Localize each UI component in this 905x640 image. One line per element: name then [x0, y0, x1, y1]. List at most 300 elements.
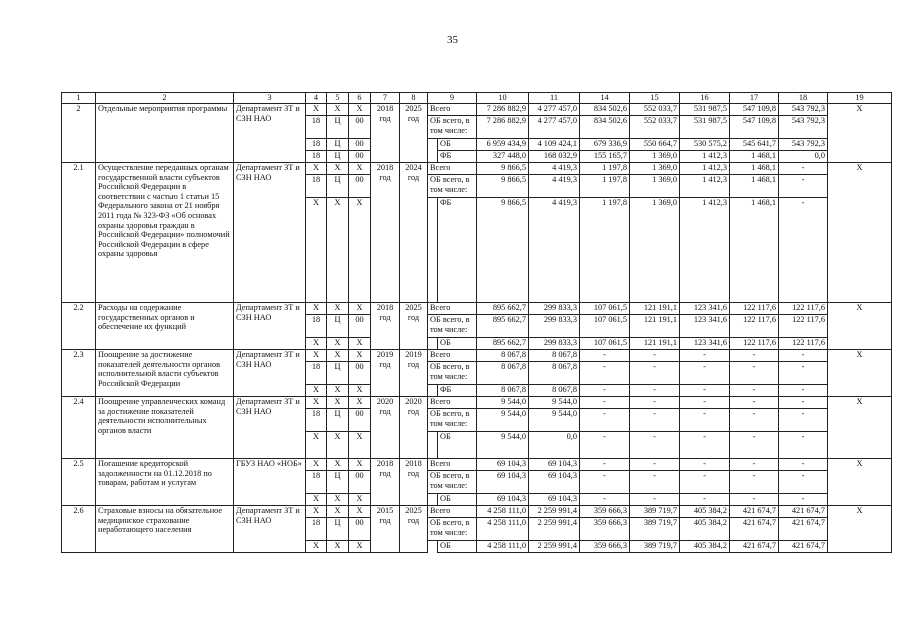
amount-cell: -	[779, 432, 828, 459]
code-main-event: X	[349, 350, 371, 362]
amount-cell: 122 117,6	[730, 338, 779, 350]
end-year-unit: год	[407, 406, 420, 416]
amount-cell: -	[730, 432, 779, 459]
column-header: 9	[428, 93, 477, 104]
amount-cell: -	[580, 397, 630, 409]
funding-source: ОБ всего, в том числе:	[428, 116, 477, 139]
amount-cell: 1 369,0	[630, 198, 680, 303]
amount-cell: 1 412,3	[680, 175, 730, 198]
end-year-value: 2024	[405, 163, 422, 172]
amount-cell: -	[630, 362, 680, 385]
amount-cell: 895 662,7	[477, 303, 529, 315]
funding-source: ОБ всего, в том числе:	[428, 362, 477, 385]
amount-cell: 405 384,2	[680, 541, 730, 553]
end-year-value: 2025	[405, 104, 422, 113]
table-row	[62, 397, 892, 409]
amount-cell: 9 544,0	[529, 409, 580, 432]
amount-cell: 895 662,7	[477, 315, 529, 338]
funding-source: ОБ всего, в том числе:	[428, 409, 477, 432]
column-header: 14	[580, 93, 630, 104]
start-year	[371, 163, 400, 303]
executor: Департамент ЗТ и СЗН НАО	[234, 350, 306, 397]
code-main-event: 00	[349, 315, 371, 338]
amount-cell: 359 666,3	[580, 506, 630, 518]
code-program: 18	[306, 151, 327, 163]
code-program: 18	[306, 409, 327, 432]
column-header: 18	[779, 93, 828, 104]
amount-cell: 107 061,5	[580, 315, 630, 338]
item-number: 2.3	[62, 350, 96, 397]
amount-cell: 123 341,6	[680, 315, 730, 338]
table-row	[62, 459, 892, 471]
amount-cell: -	[730, 362, 779, 385]
amount-cell: -	[580, 385, 630, 397]
amount-cell: 107 061,5	[580, 338, 630, 350]
end-year	[400, 506, 428, 553]
code-subprogram: Ц	[327, 139, 349, 151]
column-header: 11	[529, 93, 580, 104]
amount-cell: 8 067,8	[477, 362, 529, 385]
code-program: X	[306, 397, 327, 409]
code-subprogram: X	[327, 541, 349, 553]
code-main-event: 00	[349, 409, 371, 432]
amount-cell: 1 369,0	[630, 151, 680, 163]
code-subprogram: X	[327, 506, 349, 518]
amount-cell: 8 067,8	[529, 350, 580, 362]
start-year	[371, 459, 400, 506]
code-program: 18	[306, 116, 327, 139]
amount-cell: -	[779, 494, 828, 506]
end-year-unit: год	[407, 113, 420, 123]
start-year-value: 2018	[376, 163, 394, 172]
code-program: 18	[306, 315, 327, 338]
amount-cell: 9 866,5	[477, 198, 529, 303]
end-year-unit: год	[407, 468, 420, 478]
amount-cell: 69 104,3	[477, 459, 529, 471]
code-program: X	[306, 104, 327, 116]
amount-cell: -	[779, 397, 828, 409]
amount-cell: 421 674,7	[779, 518, 828, 541]
amount-cell: -	[779, 409, 828, 432]
code-subprogram: X	[327, 350, 349, 362]
amount-cell: -	[730, 397, 779, 409]
end-year-unit: год	[407, 172, 420, 182]
amount-cell: 9 866,5	[477, 175, 529, 198]
executor: Департамент ЗТ и СЗН НАО	[234, 397, 306, 459]
amount-cell: 421 674,7	[730, 518, 779, 541]
start-year-value: 2020	[376, 397, 394, 406]
column-19: X	[828, 397, 892, 459]
code-subprogram: X	[327, 459, 349, 471]
start-year-value: 2019	[376, 350, 394, 359]
amount-cell: 389 719,7	[630, 541, 680, 553]
code-subprogram: Ц	[327, 315, 349, 338]
column-header: 5	[327, 93, 349, 104]
item-name: Поощрение за достижение показателей деятельности органов исполнительной власти субъектов Российской Федерации	[96, 350, 234, 397]
column-header: 10	[477, 93, 529, 104]
funding-source: ФБ	[438, 151, 477, 163]
amount-cell: 0,0	[779, 151, 828, 163]
column-19: X	[828, 303, 892, 350]
column-header: 2	[96, 93, 234, 104]
funding-source: ОБ	[438, 541, 477, 553]
table-body	[62, 104, 892, 553]
amount-cell: 69 104,3	[529, 494, 580, 506]
amount-cell: 4 258 111,0	[477, 541, 529, 553]
column-header: 7	[371, 93, 400, 104]
funding-source: ОБ всего, в том числе:	[428, 518, 477, 541]
amount-cell: 299 833,3	[529, 338, 580, 350]
item-name: Погашение кредиторской задолженности на 01.12.2018 по товарам, работам и услугам	[96, 459, 234, 506]
code-program: X	[306, 338, 327, 350]
amount-cell: -	[630, 471, 680, 494]
amount-cell: -	[680, 385, 730, 397]
amount-cell: -	[680, 350, 730, 362]
amount-cell: 123 341,6	[680, 303, 730, 315]
funding-source: ФБ	[438, 198, 477, 303]
amount-cell: 4 277 457,0	[529, 104, 580, 116]
amount-cell: 1 197,8	[580, 175, 630, 198]
amount-cell: 107 061,5	[580, 303, 630, 315]
item-number: 2	[62, 104, 96, 163]
executor: ГБУЗ НАО «НОБ»	[234, 459, 306, 506]
amount-cell: 1 369,0	[630, 175, 680, 198]
column-header: 4	[306, 93, 327, 104]
amount-cell: 1 468,1	[730, 151, 779, 163]
column-19: X	[828, 104, 892, 163]
amount-cell: 4 109 424,1	[529, 139, 580, 151]
code-main-event: 00	[349, 471, 371, 494]
amount-cell: 359 666,3	[580, 518, 630, 541]
amount-cell: -	[580, 459, 630, 471]
amount-cell: -	[580, 471, 630, 494]
amount-cell: 543 792,3	[779, 116, 828, 139]
amount-cell: 421 674,7	[730, 541, 779, 553]
amount-cell: 121 191,1	[630, 303, 680, 315]
funding-source: Всего	[428, 303, 477, 315]
start-year-unit: год	[379, 468, 391, 478]
table-row	[62, 506, 892, 518]
amount-cell: -	[730, 494, 779, 506]
code-program: X	[306, 350, 327, 362]
table-header	[62, 93, 892, 104]
code-program: X	[306, 163, 327, 175]
amount-cell: 299 833,3	[529, 315, 580, 338]
amount-cell: -	[630, 432, 680, 459]
start-year-unit: год	[379, 515, 391, 525]
amount-cell: 550 664,7	[630, 139, 680, 151]
amount-cell: 421 674,7	[779, 541, 828, 553]
amount-cell: 327 448,0	[477, 151, 529, 163]
funding-source: Всего	[428, 397, 477, 409]
code-main-event: 00	[349, 151, 371, 163]
indent-spacer	[428, 385, 438, 397]
amount-cell: -	[580, 409, 630, 432]
code-main-event: 00	[349, 116, 371, 139]
amount-cell: 679 336,9	[580, 139, 630, 151]
executor: Департамент ЗТ и СЗН НАО	[234, 163, 306, 303]
amount-cell: -	[680, 471, 730, 494]
end-year-unit: год	[407, 312, 420, 322]
amount-cell: -	[630, 409, 680, 432]
amount-cell: -	[730, 459, 779, 471]
end-year	[400, 163, 428, 303]
amount-cell: -	[730, 350, 779, 362]
amount-cell: 4 419,3	[529, 163, 580, 175]
amount-cell: 4 277 457,0	[529, 116, 580, 139]
indent-spacer	[428, 432, 438, 459]
amount-cell: 155 165,7	[580, 151, 630, 163]
amount-cell: -	[779, 198, 828, 303]
amount-cell: 545 641,7	[730, 139, 779, 151]
end-year-value: 2020	[405, 397, 422, 406]
page-number: 35	[447, 34, 458, 46]
indent-spacer	[428, 338, 438, 350]
amount-cell: 547 109,8	[730, 116, 779, 139]
code-subprogram: X	[327, 385, 349, 397]
code-subprogram: X	[327, 163, 349, 175]
code-program: X	[306, 494, 327, 506]
code-subprogram: Ц	[327, 175, 349, 198]
code-subprogram: X	[327, 432, 349, 459]
amount-cell: 122 117,6	[779, 338, 828, 350]
funding-source: ОБ всего, в том числе:	[428, 471, 477, 494]
amount-cell: 69 104,3	[529, 459, 580, 471]
amount-cell: -	[630, 350, 680, 362]
start-year-value: 2015	[376, 506, 394, 515]
amount-cell: -	[680, 409, 730, 432]
amount-cell: -	[779, 385, 828, 397]
column-header: 3	[234, 93, 306, 104]
start-year-value: 2018	[376, 104, 394, 113]
code-main-event: 00	[349, 175, 371, 198]
amount-cell: 122 117,6	[730, 303, 779, 315]
amount-cell: 1 412,3	[680, 163, 730, 175]
table-row	[62, 303, 892, 315]
amount-cell: 4 258 111,0	[477, 506, 529, 518]
item-name: Поощрение управленческих команд за достижение показателей деятельности исполнительных органов власти	[96, 397, 234, 459]
column-header: 1	[62, 93, 96, 104]
column-19: X	[828, 506, 892, 553]
column-header: 15	[630, 93, 680, 104]
code-program: X	[306, 506, 327, 518]
code-subprogram: Ц	[327, 518, 349, 541]
amount-cell: 9 544,0	[477, 397, 529, 409]
amount-cell: 1 197,8	[580, 198, 630, 303]
code-program: 18	[306, 175, 327, 198]
code-main-event: X	[349, 432, 371, 459]
end-year	[400, 303, 428, 350]
code-main-event: X	[349, 104, 371, 116]
amount-cell: -	[680, 432, 730, 459]
start-year-unit: год	[379, 359, 391, 369]
end-year	[400, 397, 428, 459]
code-subprogram: Ц	[327, 471, 349, 494]
amount-cell: -	[779, 459, 828, 471]
code-program: X	[306, 541, 327, 553]
code-program: X	[306, 385, 327, 397]
amount-cell: 405 384,2	[680, 518, 730, 541]
amount-cell: 1 412,3	[680, 151, 730, 163]
start-year-unit: год	[379, 172, 391, 182]
amount-cell: 168 032,9	[529, 151, 580, 163]
code-subprogram: X	[327, 303, 349, 315]
code-subprogram: Ц	[327, 151, 349, 163]
item-number: 2.1	[62, 163, 96, 303]
end-year	[400, 350, 428, 397]
amount-cell: 8 067,8	[529, 362, 580, 385]
code-subprogram: Ц	[327, 116, 349, 139]
amount-cell: -	[779, 175, 828, 198]
indent-spacer	[428, 198, 438, 303]
start-year	[371, 506, 400, 553]
column-19: X	[828, 163, 892, 303]
code-subprogram: X	[327, 198, 349, 303]
amount-cell: 0,0	[529, 432, 580, 459]
column-header: 17	[730, 93, 779, 104]
amount-cell: 2 259 991,4	[529, 541, 580, 553]
amount-cell: -	[730, 409, 779, 432]
funding-source: Всего	[428, 104, 477, 116]
funding-source: ОБ	[438, 432, 477, 459]
executor: Департамент ЗТ и СЗН НАО	[234, 104, 306, 163]
amount-cell: 531 987,5	[680, 104, 730, 116]
code-main-event: X	[349, 385, 371, 397]
item-number: 2.4	[62, 397, 96, 459]
amount-cell: 121 191,1	[630, 315, 680, 338]
end-year-unit: год	[407, 359, 420, 369]
amount-cell: 543 792,3	[779, 104, 828, 116]
code-main-event: X	[349, 494, 371, 506]
amount-cell: -	[779, 163, 828, 175]
amount-cell: 1 468,1	[730, 175, 779, 198]
amount-cell: 1 412,3	[680, 198, 730, 303]
amount-cell: 547 109,8	[730, 104, 779, 116]
code-main-event: X	[349, 459, 371, 471]
amount-cell: 1 369,0	[630, 163, 680, 175]
item-number: 2.5	[62, 459, 96, 506]
column-19: X	[828, 459, 892, 506]
indent-spacer	[428, 151, 438, 163]
amount-cell: 122 117,6	[779, 315, 828, 338]
table-row	[62, 104, 892, 116]
amount-cell: 389 719,7	[630, 506, 680, 518]
item-name: Осуществление переданных органам государственной власти субъектов Российской Федерации в соответствии с частью 1 статьи 15 Федерального закона от 21 ноября 2011 года № 323-ФЗ «Об основах охраны здоровья граждан в Российской Федерации» полномочий Российской Федерации в сфере охраны здоровья	[96, 163, 234, 303]
amount-cell: 9 544,0	[477, 409, 529, 432]
funding-source: ОБ	[438, 139, 477, 151]
amount-cell: -	[580, 494, 630, 506]
code-program: 18	[306, 518, 327, 541]
code-subprogram: X	[327, 338, 349, 350]
amount-cell: 9 544,0	[477, 432, 529, 459]
end-year-unit: год	[407, 515, 420, 525]
start-year-value: 2018	[376, 303, 394, 312]
funding-source: Всего	[428, 163, 477, 175]
amount-cell: 122 117,6	[730, 315, 779, 338]
code-program: 18	[306, 362, 327, 385]
column-header: 16	[680, 93, 730, 104]
code-main-event: X	[349, 198, 371, 303]
amount-cell: 895 662,7	[477, 338, 529, 350]
code-program: 18	[306, 139, 327, 151]
amount-cell: 4 419,3	[529, 198, 580, 303]
code-program: X	[306, 459, 327, 471]
item-name: Отдельные мероприятия программы	[96, 104, 234, 163]
code-subprogram: Ц	[327, 409, 349, 432]
amount-cell: 4 419,3	[529, 175, 580, 198]
amount-cell: 552 033,7	[630, 104, 680, 116]
amount-cell: 1 468,1	[730, 198, 779, 303]
table-row	[62, 163, 892, 175]
start-year-unit: год	[379, 312, 391, 322]
end-year-value: 2025	[405, 506, 422, 515]
amount-cell: 2 259 991,4	[529, 518, 580, 541]
executor: Департамент ЗТ и СЗН НАО	[234, 506, 306, 553]
amount-cell: 530 575,2	[680, 139, 730, 151]
column-19: X	[828, 350, 892, 397]
amount-cell: 123 341,6	[680, 338, 730, 350]
column-header: 8	[400, 93, 428, 104]
code-program: X	[306, 432, 327, 459]
amount-cell: 2 259 991,4	[529, 506, 580, 518]
amount-cell: 8 067,8	[529, 385, 580, 397]
start-year-unit: год	[379, 113, 391, 123]
end-year-value: 2019	[405, 350, 422, 359]
funding-source: ОБ всего, в том числе:	[428, 315, 477, 338]
amount-cell: 69 104,3	[477, 471, 529, 494]
end-year-value: 2018	[405, 459, 422, 468]
amount-cell: -	[580, 350, 630, 362]
start-year	[371, 104, 400, 163]
amount-cell: 834 502,6	[580, 116, 630, 139]
code-main-event: 00	[349, 139, 371, 151]
code-main-event: 00	[349, 362, 371, 385]
code-subprogram: Ц	[327, 362, 349, 385]
amount-cell: -	[680, 397, 730, 409]
amount-cell: -	[680, 362, 730, 385]
code-program: 18	[306, 471, 327, 494]
budget-table	[61, 92, 892, 553]
start-year-unit: год	[379, 406, 391, 416]
indent-spacer	[428, 494, 438, 506]
code-main-event: X	[349, 541, 371, 553]
code-main-event: X	[349, 303, 371, 315]
code-program: X	[306, 303, 327, 315]
amount-cell: 9 544,0	[529, 397, 580, 409]
code-main-event: X	[349, 506, 371, 518]
amount-cell: 359 666,3	[580, 541, 630, 553]
amount-cell: -	[779, 471, 828, 494]
amount-cell: -	[580, 432, 630, 459]
indent-spacer	[428, 541, 438, 553]
amount-cell: 7 286 882,9	[477, 104, 529, 116]
funding-source: ОБ всего, в том числе:	[428, 175, 477, 198]
amount-cell: -	[779, 350, 828, 362]
code-subprogram: X	[327, 397, 349, 409]
amount-cell: -	[630, 397, 680, 409]
item-name: Страховые взносы на обязательное медицинское страхование неработающего населения	[96, 506, 234, 553]
code-main-event: 00	[349, 518, 371, 541]
amount-cell: 9 866,5	[477, 163, 529, 175]
amount-cell: -	[630, 494, 680, 506]
funding-source: Всего	[428, 350, 477, 362]
code-main-event: X	[349, 397, 371, 409]
amount-cell: -	[630, 459, 680, 471]
amount-cell: 8 067,8	[477, 385, 529, 397]
amount-cell: 421 674,7	[779, 506, 828, 518]
column-header: 19	[828, 93, 892, 104]
executor: Департамент ЗТ и СЗН НАО	[234, 303, 306, 350]
